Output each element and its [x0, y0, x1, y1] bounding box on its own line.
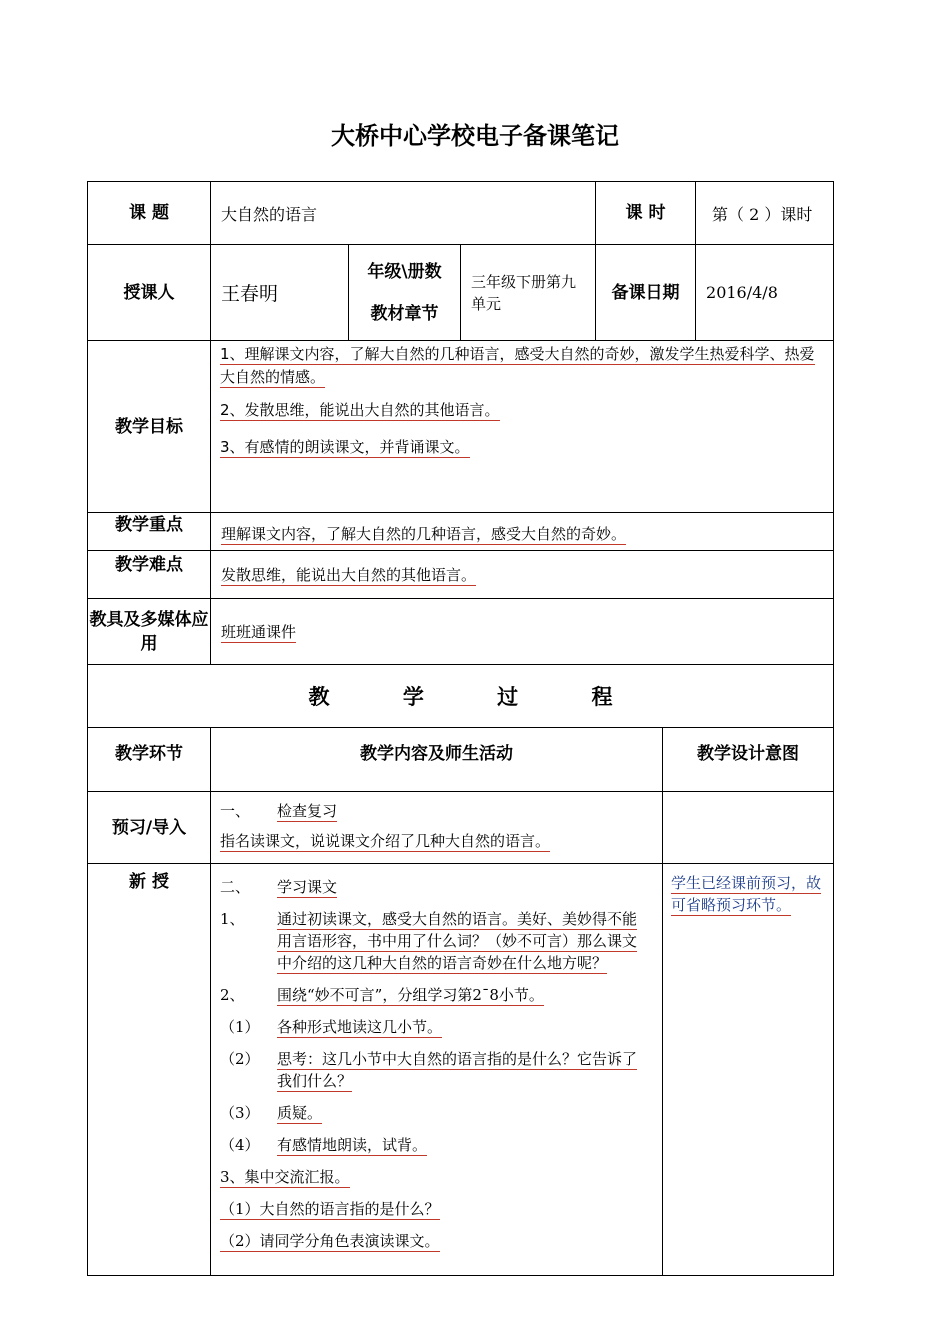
line-text: 思考：这几小节中大自然的语言指的是什么？它告诉了我们什么？	[277, 1050, 638, 1090]
media-label: 教具及多媒体应用	[88, 599, 211, 665]
line-num: （3）	[220, 1104, 260, 1122]
line-text: 有感情地朗读，试背。	[277, 1136, 428, 1154]
new-lesson-intent: 学生已经课前预习，故可省略预习环节。	[671, 874, 822, 914]
preview-text: 指名读课文，说说课文介绍了几种大自然的语言。	[220, 832, 551, 850]
line-num: （1）	[220, 1018, 260, 1036]
media-cell	[211, 599, 834, 665]
line-text: 围绕“妙不可言”，分组学习第2¯8小节。	[277, 986, 544, 1004]
preview-content	[211, 792, 663, 864]
line-num: 2、	[220, 986, 245, 1004]
key-point-value: 理解课文内容，了解大自然的几种语言，感受大自然的奇妙。	[221, 525, 627, 543]
new-lesson-line	[220, 876, 662, 898]
date-value: 2016/4/8	[696, 245, 834, 341]
tail-text: （2）请同学分角色表演读课文。	[220, 1232, 440, 1250]
teacher-value: 王春明	[211, 245, 349, 341]
line-num: （2）	[220, 1050, 260, 1068]
new-lesson-line	[220, 1134, 662, 1156]
process-title-char-2: 学	[402, 685, 424, 709]
tail-text: 3、集中交流汇报。	[220, 1168, 350, 1186]
process-title	[88, 665, 834, 728]
grade-label-line1: 年级\册数	[367, 261, 442, 282]
preview-num: 一、	[220, 802, 251, 820]
date-label: 备课日期	[596, 245, 696, 341]
difficulty-cell	[211, 551, 834, 599]
grade-label	[349, 245, 461, 341]
preview-intent	[663, 792, 834, 864]
line-text: 学习课文	[277, 878, 338, 896]
new-lesson-stage: 新 授	[88, 864, 211, 1276]
media-value: 班班通课件	[221, 623, 297, 641]
new-lesson-content	[211, 864, 663, 1276]
difficulty-label: 教学难点	[88, 551, 211, 599]
lesson-label: 课 题	[88, 182, 211, 245]
lesson-value: 大自然的语言	[211, 182, 596, 245]
goals-label: 教学目标	[88, 341, 211, 513]
lesson-plan-table	[87, 181, 834, 1276]
col-intent-header: 教学设计意图	[663, 728, 834, 792]
new-lesson-line	[220, 984, 662, 1006]
col-stage-header: 教学环节	[88, 728, 211, 792]
preview-text-line	[220, 830, 662, 852]
new-lesson-tail-line	[220, 1230, 662, 1252]
new-lesson-intent-cell	[663, 864, 834, 1276]
key-point-cell	[211, 513, 834, 551]
preview-heading: 检查复习	[277, 802, 338, 820]
process-title-char-3: 过	[497, 685, 519, 709]
goals-content	[211, 341, 834, 513]
new-lesson-line	[220, 1048, 662, 1092]
goal-item-2: 2、发散思维，能说出大自然的其他语言。	[220, 401, 500, 419]
key-point-label: 教学重点	[88, 513, 211, 551]
preview-stage: 预习/导入	[88, 792, 211, 864]
new-lesson-line	[220, 908, 662, 974]
grade-label-line2: 教材章节	[370, 303, 439, 324]
new-lesson-tail-line	[220, 1166, 662, 1188]
tail-text: （1）大自然的语言指的是什么？	[220, 1200, 440, 1218]
process-title-char-1: 教	[308, 685, 330, 709]
difficulty-value: 发散思维，能说出大自然的其他语言。	[221, 566, 477, 584]
goal-item-3: 3、有感情的朗读课文，并背诵课文。	[220, 438, 470, 456]
line-num: 1、	[220, 910, 245, 928]
line-text: 质疑。	[277, 1104, 323, 1122]
process-title-char-4: 程	[591, 685, 613, 709]
line-text: 通过初读课文，感受大自然的语言。美好、美妙得不能用言语形容，书中用了什么词？（妙不可言）那么课文中介绍的这几种大自然的语言奇妙在什么地方呢？	[277, 910, 638, 972]
line-text: 各种形式地读这几小节。	[277, 1018, 443, 1036]
new-lesson-tail-line	[220, 1198, 662, 1220]
new-lesson-line	[220, 1102, 662, 1124]
new-lesson-line	[220, 1016, 662, 1038]
line-num: 二、	[220, 878, 251, 896]
col-content-header: 教学内容及师生活动	[211, 728, 663, 792]
preview-heading-line	[220, 800, 662, 822]
grade-value: 三年级下册第九单元	[461, 245, 596, 341]
teacher-label: 授课人	[88, 245, 211, 341]
line-num: （4）	[220, 1136, 260, 1154]
goal-item-1: 1、理解课文内容，了解大自然的几种语言，感受大自然的奇妙，激发学生热爱科学、热爱大自然的情感。	[220, 345, 815, 386]
period-label: 课 时	[596, 182, 696, 245]
document-title: 大桥中心学校电子备课笔记	[331, 122, 619, 150]
period-value: 第（ 2 ）课时	[696, 182, 834, 245]
